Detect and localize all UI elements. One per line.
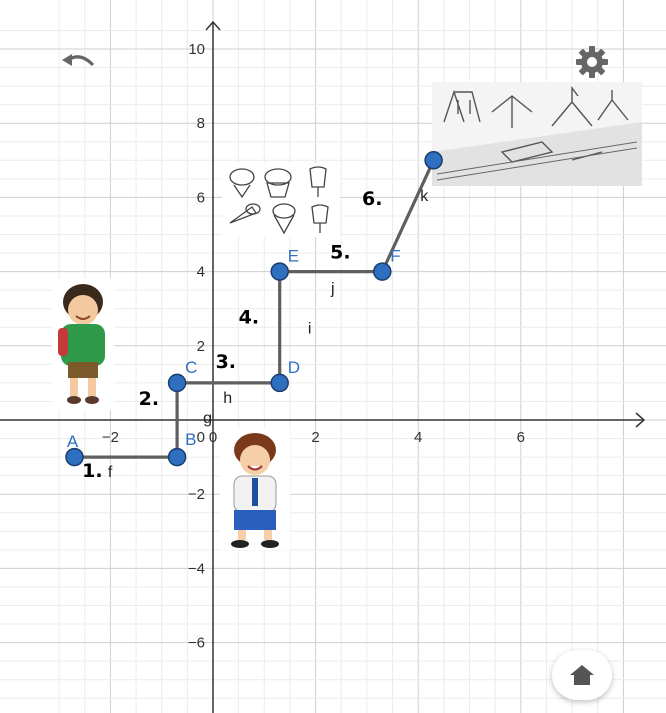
gear-icon [574,44,610,80]
x-tick-label: 2 [311,429,320,446]
segment-label-i: i [307,320,312,338]
segment-label-j: j [330,280,335,298]
point-D[interactable] [271,374,288,391]
playground-sketch-illustration [432,82,642,186]
y-tick-label: 2 [196,337,205,355]
student-boy-green-illustration [52,278,114,410]
y-tick-label: −2 [187,486,205,504]
point-label-B: B [185,430,197,450]
y-tick-label: 6 [196,189,205,207]
step-label: 1. [82,460,103,483]
step-label: 4. [238,306,260,329]
segment-label-k: k [420,188,429,206]
point-label-D: D [287,357,300,377]
x-tick-label: 6 [516,429,525,446]
step-label: 6. [362,187,383,210]
settings-button[interactable] [566,40,618,84]
segment-label-f: f [107,464,113,482]
point-F[interactable] [374,263,391,280]
point-label-F: F [390,246,401,266]
student-boy-uniform-illustration [220,428,290,550]
x-tick-label: 0 [208,429,218,446]
point-E[interactable] [271,263,288,280]
step-label: 3. [215,351,237,374]
x-tick-label: 4 [414,429,423,446]
y-tick-label: −6 [187,634,205,652]
y-tick-label: 4 [196,263,205,281]
segment-label-h: h [223,389,233,407]
step-label: 2. [138,388,160,411]
point-label-C: C [185,357,198,377]
point-label-A: A [66,432,79,452]
y-tick-label: 10 [188,41,205,58]
point-C[interactable] [169,374,186,391]
undo-icon [58,50,98,74]
x-tick-label: −2 [101,429,119,446]
y-tick-label: −4 [187,560,205,578]
point-A[interactable] [66,449,83,466]
home-icon [568,663,596,687]
point-B[interactable] [169,449,186,466]
home-button[interactable] [552,650,612,700]
origin-label: 0 [196,429,205,446]
segment-label-g: g [203,410,212,427]
undo-button[interactable] [50,42,106,82]
point-end[interactable] [425,152,442,169]
ice-cream-sketches-illustration [222,163,340,237]
point-label-E: E [287,246,300,266]
step-label: 5. [330,241,351,264]
y-tick-label: 8 [196,115,205,133]
